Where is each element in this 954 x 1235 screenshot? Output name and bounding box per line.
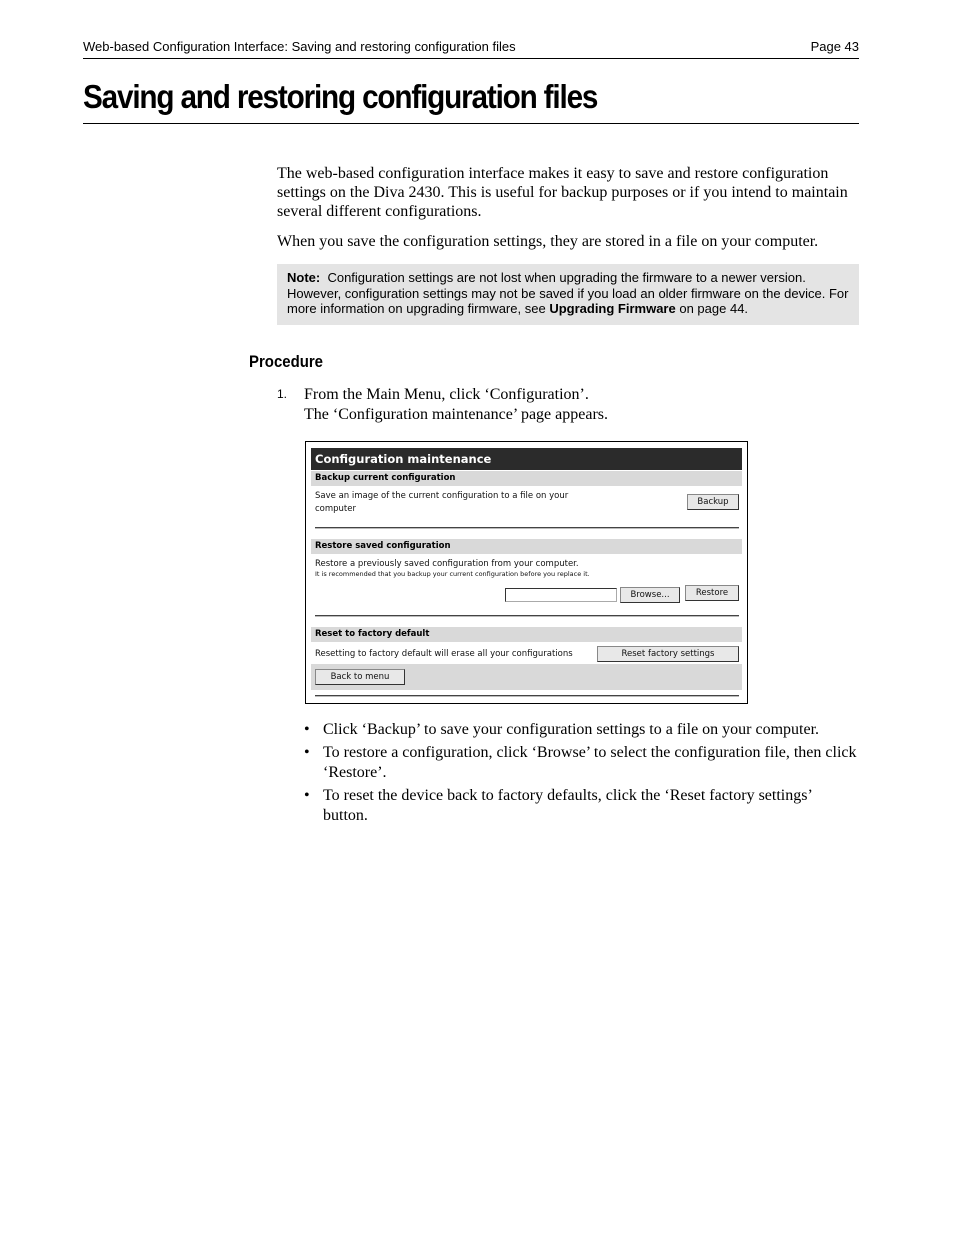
bullet-item bbox=[304, 786, 860, 826]
backup-description-line-1: Save an image of the current configuration to a file on your bbox=[315, 491, 569, 501]
page-number: Page 43 bbox=[810, 39, 859, 54]
bullet-glyph: • bbox=[304, 787, 310, 804]
restore-section-heading: Restore saved configuration bbox=[311, 539, 742, 554]
restore-recommendation: It is recommended that you backup your current configuration before you replace it. bbox=[315, 570, 590, 578]
procedure-heading: Procedure bbox=[249, 352, 324, 371]
bullet-text: To restore a configuration, click ‘Browse’ to select the configuration file, then click ‘Restore’. bbox=[323, 744, 857, 781]
note-text: Configuration settings are not lost when upgrading the firmware to a newer version. However, configuration settings may not be saved if you load an older firmware on the device. For more information on upgrading firmware, see bbox=[287, 270, 849, 316]
title-rule bbox=[83, 123, 859, 124]
step-text bbox=[304, 385, 859, 425]
backup-button[interactable]: Backup bbox=[687, 494, 739, 510]
restore-button[interactable]: Restore bbox=[685, 585, 739, 601]
configuration-maintenance-screenshot bbox=[305, 441, 748, 704]
footer-divider bbox=[315, 695, 739, 697]
browse-button[interactable]: Browse... bbox=[620, 587, 680, 603]
reset-factory-settings-button[interactable]: Reset factory settings bbox=[597, 646, 739, 662]
step-number: 1. bbox=[277, 387, 288, 401]
backup-section-heading: Backup current configuration bbox=[311, 471, 742, 486]
instruction-bullets bbox=[304, 720, 860, 829]
bullet-glyph: • bbox=[304, 721, 310, 738]
running-header-title: Web-based Configuration Interface: Saving and restoring configuration files bbox=[83, 39, 516, 54]
step-line-2: The ‘Configuration maintenance’ page appears. bbox=[304, 406, 609, 423]
file-path-input[interactable] bbox=[505, 588, 617, 602]
back-to-menu-button[interactable]: Back to menu bbox=[315, 669, 405, 685]
screenshot-banner: Configuration maintenance bbox=[311, 448, 742, 470]
page-title: Saving and restoring configuration files bbox=[83, 78, 598, 115]
bullet-text: To reset the device back to factory defaults, click the ‘Reset factory settings’ button. bbox=[323, 787, 812, 824]
intro-paragraph-1: The web-based configuration interface makes it easy to save and restore configuration settings on the Diva 2430. This is useful for backup purposes or if you intend to maintain several different configurations. bbox=[277, 165, 848, 220]
reset-section-heading: Reset to factory default bbox=[311, 627, 742, 642]
reset-description: Resetting to factory default will erase all your configurations bbox=[315, 649, 573, 659]
bullet-item bbox=[304, 720, 860, 740]
note-link: Upgrading Firmware bbox=[549, 301, 676, 316]
running-header bbox=[83, 38, 859, 59]
backup-divider bbox=[315, 527, 739, 529]
bullet-glyph: • bbox=[304, 744, 310, 761]
backup-description-line-2: computer bbox=[315, 504, 356, 514]
backup-description bbox=[315, 490, 568, 516]
note-label: Note: bbox=[287, 270, 321, 285]
intro-paragraph-2: When you save the configuration settings, they are stored in a file on your computer. bbox=[277, 233, 819, 250]
bullet-text: Click ‘Backup’ to save your configuration settings to a file on your computer. bbox=[323, 721, 820, 738]
restore-divider bbox=[315, 615, 739, 617]
bullet-item bbox=[304, 743, 860, 783]
step-line-1: From the Main Menu, click ‘Configuration’. bbox=[304, 386, 589, 403]
note-box bbox=[277, 264, 859, 325]
note-suffix: on page 44. bbox=[679, 301, 749, 316]
restore-description: Restore a previously saved configuration from your computer. bbox=[315, 559, 579, 569]
